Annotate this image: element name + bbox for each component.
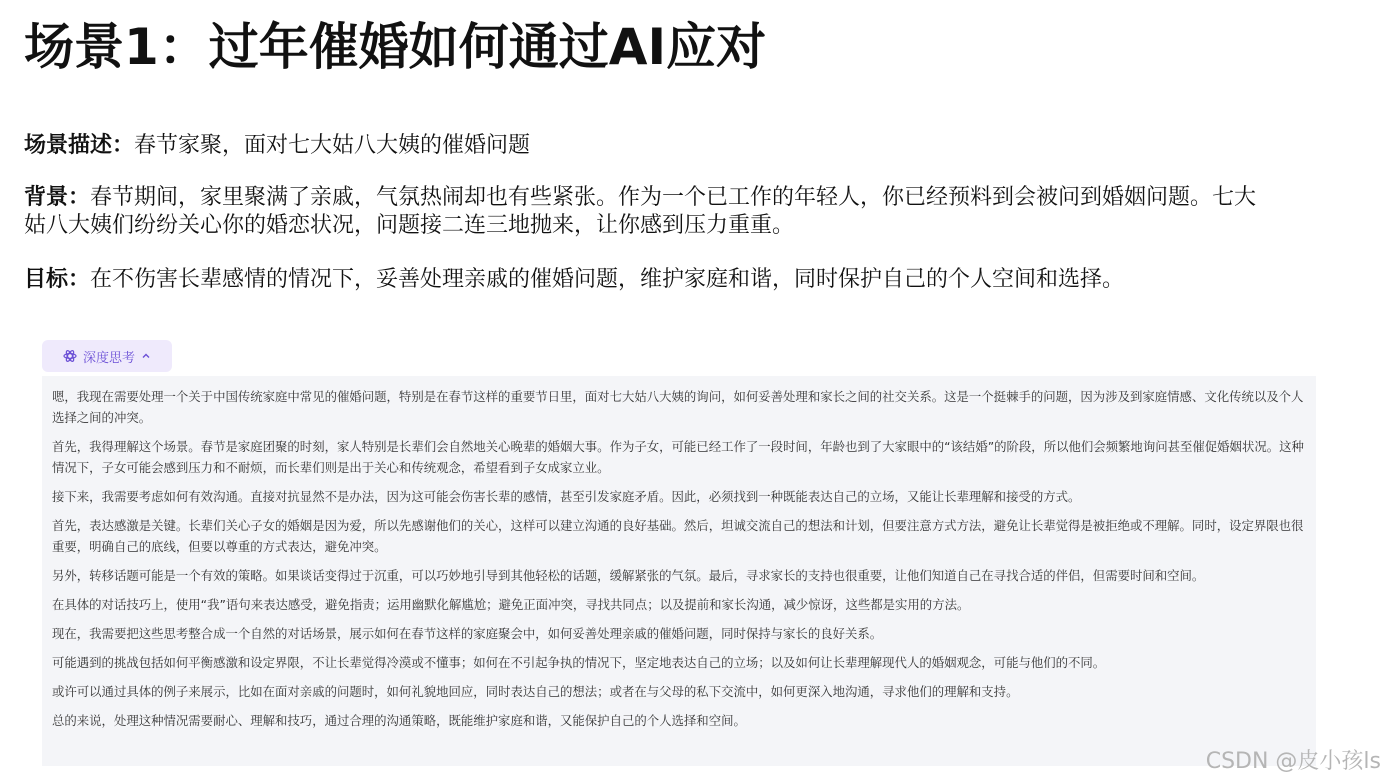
chevron-up-icon [141,351,151,361]
background-sep: ： [68,185,91,210]
goal-sep: ： [68,267,91,292]
description-sep: ： [112,133,135,158]
page-title: 场景1：过年催婚如何通过AI应对 [24,18,767,76]
think-paragraph: 现在，我需要把这些思考整合成一个自然的对话场景，展示如何在春节这样的家庭聚会中，如何妥善处理亲戚的催婚问题，同时保持与家长的良好关系。 [52,626,883,641]
background-label: 背景 [24,185,69,210]
goal-text: 在不伤害长辈感情的情况下，妥善处理亲戚的催婚问题，维护家庭和谐，同时保护自己的个人空间和选择。 [90,267,1125,292]
goal-label: 目标 [24,267,69,292]
scene-goal [24,266,1274,294]
think-paragraph: 首先，我得理解这个场景。春节是家庭团聚的时刻，家人特别是长辈们会自然地关心晚辈的婚姻大事。作为子女，可能已经工作了一段时间，年龄也到了大家眼中的“该结婚”的阶段，所以他们会频繁地询问甚至催促婚姻状况。这种情况下，子女可能会感到压力和不耐烦，而长辈们则是出于关心和传统观念，希望看到子女成家立业。 [52,439,1304,475]
background-text: 春节期间，家里聚满了亲戚，气氛热闹却也有些紧张。作为一个已工作的年轻人，你已经预料到会被问到婚姻问题。七大姑八大姨们纷纷关心你的婚恋状况，问题接二连三地抛来，让你感到压力重重。 [24,185,1257,238]
scene-description [24,132,1274,160]
think-paragraph: 接下来，我需要考虑如何有效沟通。直接对抗显然不是办法，因为这可能会伤害长辈的感情，甚至引发家庭矛盾。因此，必须找到一种既能表达自己的立场，又能让长辈理解和接受的方式。 [52,489,1081,504]
think-paragraph: 在具体的对话技巧上，使用“我”语句来表达感受，避免指责；运用幽默化解尴尬；避免正面冲突，寻找共同点；以及提前和家长沟通，减少惊讶，这些都是实用的方法。 [52,597,970,612]
deep-think-label: 深度思考 [82,350,135,366]
atom-icon [63,349,77,363]
think-paragraph: 首先，表达感激是关键。长辈们关心子女的婚姻是因为爱，所以先感谢他们的关心，这样可以建立沟通的良好基础。然后，坦诚交流自己的想法和计划，但要注意方式方法，避免让长辈觉得是被拒绝或不理解。同时，设定界限也很重要，明确自己的底线，但要以尊重的方式表达，避免冲突。 [52,518,1304,554]
think-paragraph: 另外，转移话题可能是一个有效的策略。如果谈话变得过于沉重，可以巧妙地引导到其他轻松的话题，缓解紧张的气氛。最后，寻求家长的支持也很重要，让他们知道自己在寻找合适的伴侣，但需要时间和空间。 [52,568,1205,583]
deep-think-toggle[interactable] [42,340,172,372]
csdn-watermark: CSDN @皮小孩ls [1205,749,1381,774]
description-text: 春节家聚，面对七大姑八大姨的催婚问题 [134,133,531,158]
scene-background [24,184,1274,240]
think-paragraph: 可能遇到的挑战包括如何平衡感激和设定界限，不让长辈觉得冷漠或不懂事；如何在不引起争执的情况下，坚定地表达自己的立场；以及如何让长辈理解现代人的婚姻观念，可能与他们的不同。 [52,655,1106,670]
think-paragraph: 总的来说，处理这种情况需要耐心、理解和技巧，通过合理的沟通策略，既能维护家庭和谐，又能保护自己的个人选择和空间。 [52,713,746,728]
description-label: 场景描述 [24,133,113,158]
think-paragraph: 或许可以通过具体的例子来展示，比如在面对亲戚的问题时，如何礼貌地回应，同时表达自己的想法；或者在与父母的私下交流中，如何更深入地沟通，寻求他们的理解和支持。 [52,684,1019,699]
think-paragraph: 嗯，我现在需要处理一个关于中国传统家庭中常见的催婚问题，特别是在春节这样的重要节日里，面对七大姑八大姨的询问，如何妥善处理和家长之间的社交关系。这是一个挺棘手的问题，因为涉及到家庭情感、文化传统以及个人选择之间的冲突。 [52,389,1304,425]
deep-think-content [42,376,1316,766]
